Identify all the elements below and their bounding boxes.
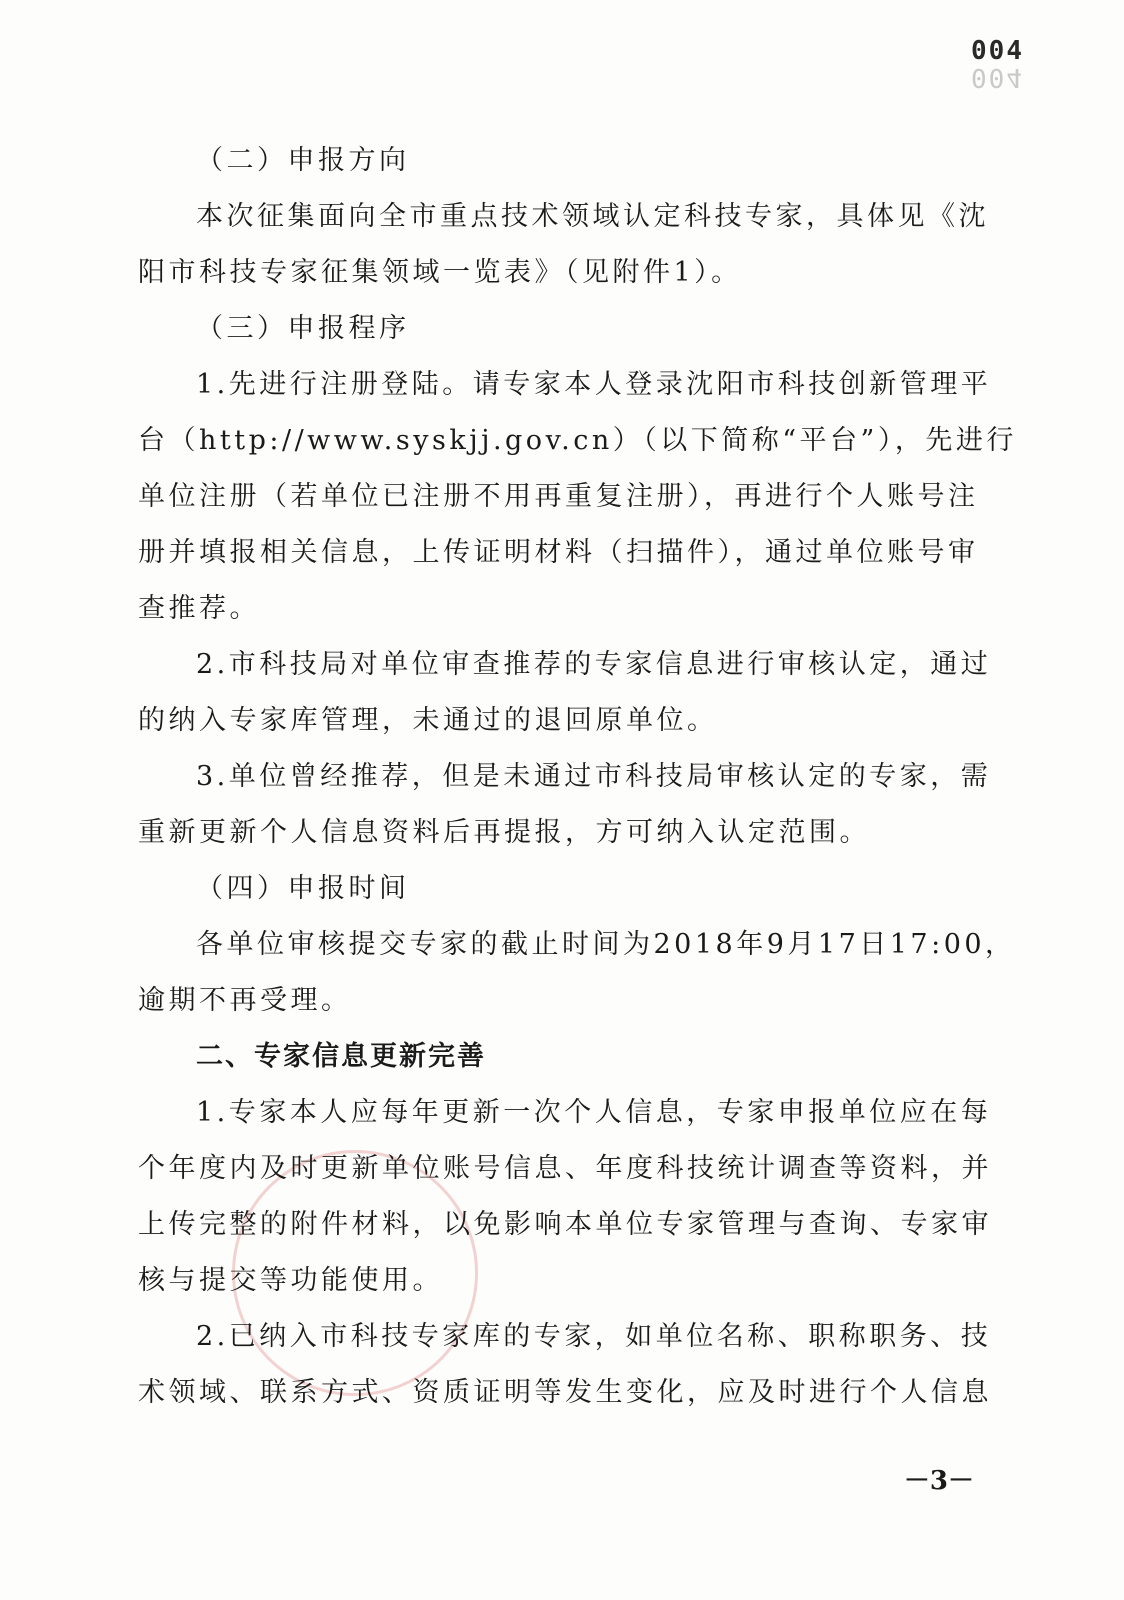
text-line: 2.市科技局对单位审查推荐的专家信息进行审核认定，通过	[196, 649, 992, 680]
text-line: 册并填报相关信息，上传证明材料（扫描件），通过单位账号审	[138, 537, 979, 568]
text-line: 1.先进行注册登陆。请专家本人登录沈阳市科技创新管理平	[196, 369, 992, 400]
text-line: 单位注册（若单位已注册不用再重复注册），再进行个人账号注	[138, 481, 979, 512]
text-line: 术领域、联系方式、资质证明等发生变化，应及时进行个人信息	[138, 1377, 992, 1408]
text-line: 台（http://www.syskjj.gov.cn）（以下简称“平台”），先进行	[138, 425, 1017, 456]
text-line: （三）申报程序	[196, 313, 410, 344]
text-line: （二）申报方向	[196, 145, 410, 176]
archive-number-bleedthrough: 004	[971, 62, 1024, 92]
document-body	[138, 133, 1017, 1421]
text-line: 查推荐。	[138, 593, 260, 624]
text-line: 上传完整的附件材料，以免影响本单位专家管理与查询、专家审	[138, 1209, 992, 1240]
text-line: 阳市科技专家征集领域一览表》（见附件1）。	[138, 257, 742, 288]
text-line: 本次征集面向全市重点技术领域认定科技专家，具体见《沈	[196, 201, 989, 232]
page-number: －3－	[903, 1466, 974, 1496]
text-line: 逾期不再受理。	[138, 985, 352, 1016]
section-heading: 二、专家信息更新完善	[196, 1041, 486, 1072]
text-line: 核与提交等功能使用。	[138, 1265, 443, 1296]
archive-number: 004	[971, 36, 1024, 66]
text-line: 个年度内及时更新单位账号信息、年度科技统计调查等资料，并	[138, 1153, 992, 1184]
text-line: 1.专家本人应每年更新一次个人信息，专家申报单位应在每	[196, 1097, 992, 1128]
text-line: 3.单位曾经推荐，但是未通过市科技局审核认定的专家，需	[196, 761, 992, 792]
text-line: 2.已纳入市科技专家库的专家，如单位名称、职称职务、技	[196, 1321, 992, 1352]
text-line: 的纳入专家库管理，未通过的退回原单位。	[138, 705, 718, 736]
text-line: 重新更新个人信息资料后再提报，方可纳入认定范围。	[138, 817, 870, 848]
text-line: 各单位审核提交专家的截止时间为2018年9月17日17:00，	[196, 929, 1016, 960]
text-line: （四）申报时间	[196, 873, 410, 904]
